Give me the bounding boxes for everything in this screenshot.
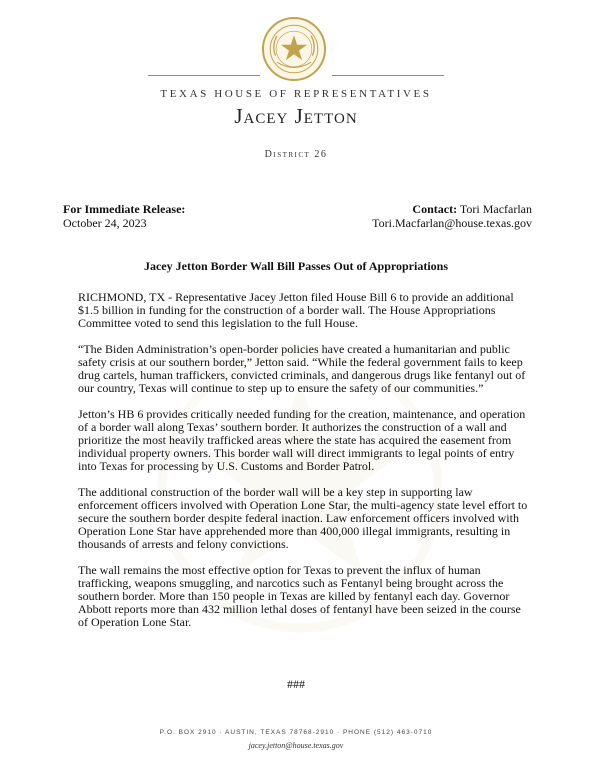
contact-block (372, 202, 532, 230)
texas-state-seal-icon (261, 16, 327, 82)
body-paragraph: The wall remains the most effective option for Texas to prevent the influx of human trafficking, weapons smuggling, and narcotics such as Fentanyl being brought across the southern border. More than 150 people in Texas are killed by fentanyl each day. Governor Abbott reports more than 432 million lethal doses of fentanyl have been seized in the course of Operation Lone Star. (78, 563, 521, 629)
footer-address: P.O. BOX 2910 · AUSTIN, TEXAS 78768-2910 · PHONE (512) 463-0710 (159, 729, 433, 736)
release-date: October 24, 2023 (63, 216, 147, 230)
member-name: Jacey Jetton (234, 104, 358, 128)
press-release-headline: Jacey Jetton Border Wall Bill Passes Out of Appropriations (143, 259, 448, 273)
end-mark: ### (287, 677, 305, 691)
contact-name: Tori Macfarlan (459, 202, 532, 216)
district-label: District 26 (264, 149, 328, 160)
body-paragraph: “The Biden Administration’s open-border policies have created a humanitarian and public safety crisis at our southern border,” Jetton said. “While the federal government fails to keep drug cartels, human traffickers, convicted criminals, and dangerous drugs like fentanyl out of our country, Texas will continue to step up to ensure the safety of our communities.” (78, 342, 526, 395)
body-paragraph: RICHMOND, TX - Representative Jacey Jetton filed House Bill 6 to provide an additional $1.5 billion in funding for the construction of a border wall. The House Appropriations Committee voted to send this legislation to the full House. (78, 290, 514, 330)
letterhead-rule-right (332, 75, 444, 76)
house-name: TEXAS HOUSE OF REPRESENTATIVES (160, 88, 432, 100)
contact-email[interactable]: Tori.Macfarlan@house.texas.gov (372, 216, 532, 230)
release-label: For Immediate Release: (63, 202, 186, 216)
release-block (63, 202, 185, 230)
letterhead-rule-left (148, 75, 260, 76)
body-paragraph: Jetton’s HB 6 provides critically needed funding for the creation, maintenance, and operation of a border wall along Texas’ southern border. It authorizes the construction of a wall and prioritize the most heavily trafficked areas where the state has acquired the easement from individual property owners. This border wall will direct immigrants to legal points of entry into Texas for processing by U.S. Customs and Border Patrol. (78, 407, 526, 473)
footer-email[interactable]: jacey.jetton@house.texas.gov (248, 741, 344, 750)
contact-label: Contact: (412, 202, 458, 216)
body-paragraph: The additional construction of the border wall will be a key step in supporting law enforcement officers involved with Operation Lone Star, the multi-agency state level effort to secure the southern border despite federal inaction. Law enforcement officers involved with Operation Lone Star have apprehended more than 400,000 illegal immigrants, resulting in thousands of arrests and felony convictions. (78, 485, 528, 551)
press-release-body (78, 291, 528, 642)
